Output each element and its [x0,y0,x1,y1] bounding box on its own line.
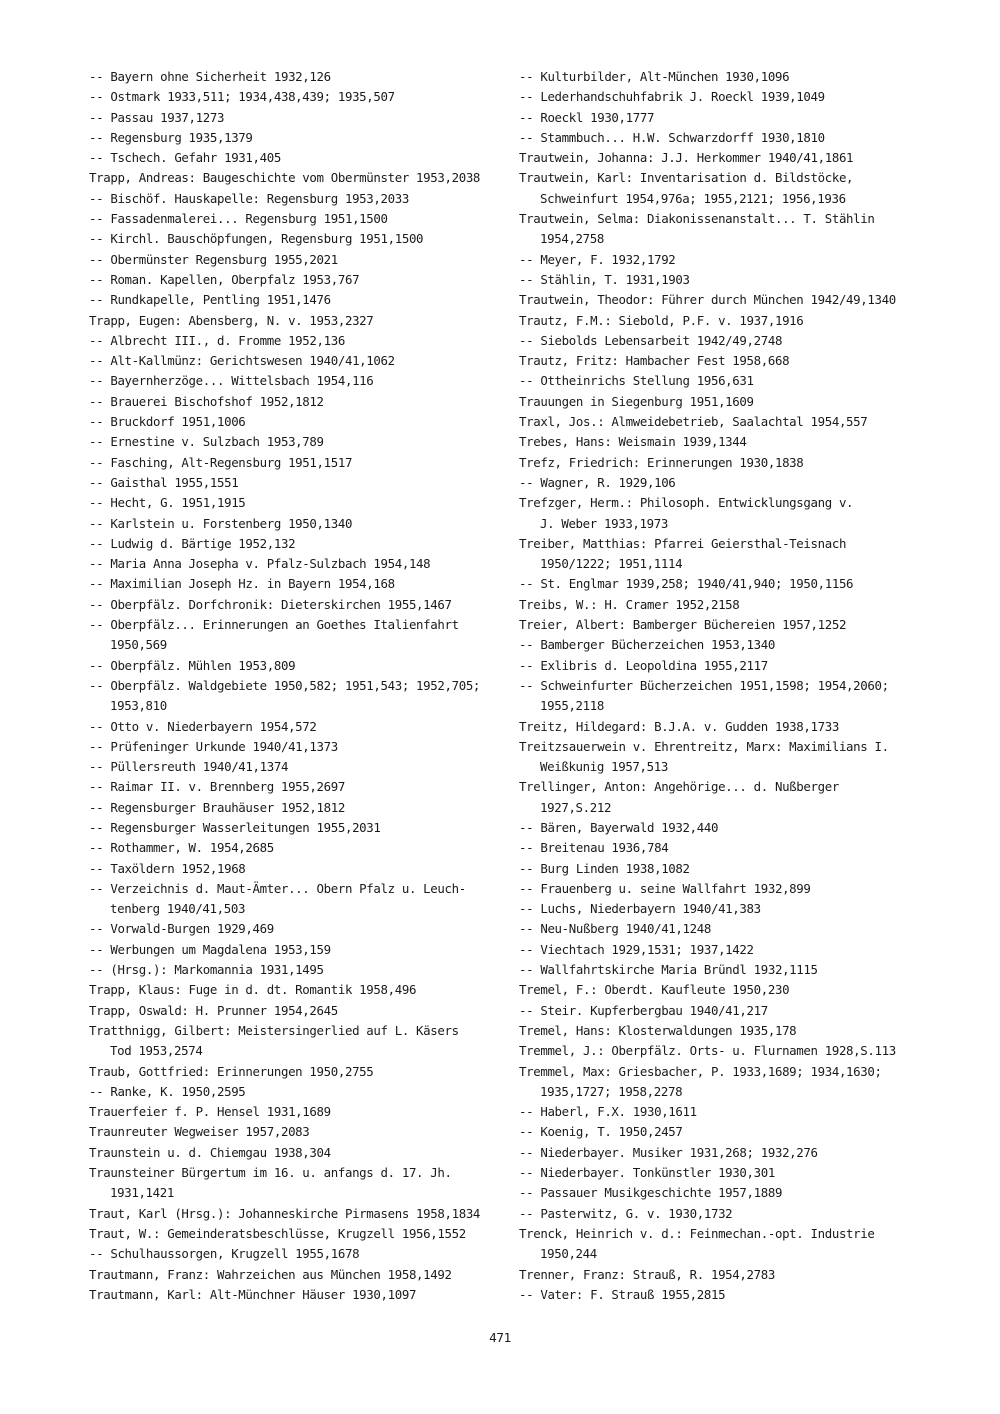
index-entry [519,128,929,148]
index-entry [89,514,499,534]
index-entry [519,290,929,310]
index-entry [89,412,499,432]
index-entry-text: Trenck, Heinrich v. d.: Feinmechan.-opt. Industrie [519,1225,875,1241]
index-entry [89,250,499,270]
index-entry-text: -- Taxöldern 1952,1968 [89,860,246,876]
index-entry [89,777,499,797]
index-entry [519,209,929,250]
index-entry-text: Trautmann, Franz: Wahrzeichen aus München 1958,1492 [89,1266,452,1282]
index-entry [519,493,929,534]
index-entry-text: -- Vorwald-Burgen 1929,469 [89,921,274,937]
index-entry-text: -- Verzeichnis d. Maut-Ämter... Obern Pfalz u. Leuch- [89,880,466,896]
index-entry [519,1102,929,1122]
index-entry [89,859,499,879]
index-entry-text: -- Lederhandschuhfabrik J. Roeckl 1939,1049 [519,89,825,105]
index-entry-text: Tratthnigg, Gilbert: Meistersingerlied auf L. Käsers [89,1022,459,1038]
index-entry [519,392,929,412]
index-entry-text: -- St. Englmar 1939,258; 1940/41,940; 1950,1156 [519,576,854,592]
index-entry-text: Trautwein, Johanna: J.J. Herkommer 1940/41,1861 [519,150,854,166]
index-entry [89,798,499,818]
index-entry [519,1183,929,1203]
page-number: 471 [489,1330,511,1345]
index-entry [519,87,929,107]
index-entry [89,676,499,717]
index-entry-text: -- Prüfeninger Urkunde 1940/41,1373 [89,738,338,754]
index-entry [89,1163,499,1204]
index-entry-continuation: 1950/1222; 1951,1114 [540,556,683,572]
index-entry-text: -- Regensburger Wasserleitungen 1955,2031 [89,819,381,835]
index-entry [519,67,929,87]
index-entry-text: Trapp, Eugen: Abensberg, N. v. 1953,2327 [89,312,374,328]
index-entry [89,1082,499,1102]
index-entry [519,899,929,919]
index-entry-text: -- Viechtach 1929,1531; 1937,1422 [519,941,754,957]
index-entry [89,128,499,148]
index-entry-text: -- Maximilian Joseph Hz. in Bayern 1954,168 [89,576,395,592]
index-entry [89,595,499,615]
index-entry-text: Traunreuter Wegweiser 1957,2083 [89,1124,310,1140]
index-entry-text: -- Raimar II. v. Brennberg 1955,2697 [89,779,345,795]
index-entry-text: -- Luchs, Niederbayern 1940/41,383 [519,901,761,917]
index-entry [89,290,499,310]
index-entry-text: -- Bruckdorf 1951,1006 [89,414,246,430]
index-entry [89,168,499,188]
index-entry [89,1204,499,1224]
index-entry-text: -- Ostmark 1933,511; 1934,438,439; 1935,507 [89,89,395,105]
index-entry-text: Traut, Karl (Hrsg.): Johanneskirche Pirmasens 1958,1834 [89,1205,481,1221]
index-entry [89,757,499,777]
index-entry-text: Trebes, Hans: Weismain 1939,1344 [519,434,747,450]
index-entry-text: Tremel, Hans: Klosterwaldungen 1935,178 [519,1022,797,1038]
index-entry-continuation: J. Weber 1933,1973 [540,515,668,531]
index-entry [519,108,929,128]
index-entry [519,250,929,270]
index-entry-text: -- Ernestine v. Sulzbach 1953,789 [89,434,324,450]
index-entry [519,656,929,676]
index-entry-text: -- Breitenau 1936,784 [519,840,669,856]
index-entry-text: Treitzsauerwein v. Ehrentreitz, Marx: Maximilians I. [519,738,889,754]
index-entry [89,209,499,229]
index-entry-text: Trautwein, Selma: Diakonissenanstalt... T. Stählin [519,211,875,227]
index-entry-text: -- Schweinfurter Bücherzeichen 1951,1598; 1954,2060; [519,677,889,693]
index-entry-continuation: 1953,810 [110,698,167,714]
index-entry [89,493,499,513]
index-entry [89,1285,499,1305]
index-entry [89,960,499,980]
index-entry [519,412,929,432]
index-entry [89,554,499,574]
index-entry-text: -- Rothammer, W. 1954,2685 [89,840,274,856]
index-entry-text: -- Fassadenmalerei... Regensburg 1951,1500 [89,211,388,227]
index-entry-continuation: 1927,S.212 [540,799,612,815]
index-entry [519,676,929,717]
index-entry [89,108,499,128]
index-entry-text: -- Kulturbilder, Alt-München 1930,1096 [519,69,790,84]
index-entry [89,1244,499,1264]
index-entry-continuation: 1955,2118 [540,698,604,714]
index-entry-text: -- Albrecht III., d. Fromme 1952,136 [89,332,345,348]
index-entry [89,1265,499,1285]
index-entry-text: -- Meyer, F. 1932,1792 [519,251,676,267]
index-entry [89,473,499,493]
index-entry-text: -- Regensburger Brauhäuser 1952,1812 [89,799,345,815]
index-entry-text: -- Kirchl. Bauschöpfungen, Regensburg 1951,1500 [89,231,424,247]
index-entry [89,67,499,87]
index-entry-continuation: 1954,2758 [540,231,604,247]
index-entry [89,351,499,371]
index-entry-text: -- Schulhaussorgen, Krugzell 1955,1678 [89,1246,360,1262]
index-entry-text: Trautz, F.M.: Siebold, P.F. v. 1937,1916 [519,312,804,328]
index-entry-text: -- Hecht, G. 1951,1915 [89,495,246,511]
index-entry-text: -- Rundkapelle, Pentling 1951,1476 [89,292,331,308]
index-entry [519,615,929,635]
index-entry-text: Trautmann, Karl: Alt-Münchner Häuser 1930,1097 [89,1286,417,1302]
index-entry [519,432,929,452]
index-entry [89,737,499,757]
index-entry-text: -- Oberpfälz. Dorfchronik: Dieterskirchen 1955,1467 [89,596,452,612]
index-entry-text: Trautwein, Karl: Inventarisation d. Bildstöcke, [519,170,854,186]
index-entry-text: -- Gaisthal 1955,1551 [89,474,239,490]
index-entry [519,717,929,737]
index-entry [519,331,929,351]
index-entry [519,473,929,493]
index-entry [89,838,499,858]
index-entry [519,595,929,615]
index-entry-text: -- Burg Linden 1938,1082 [519,860,690,876]
index-entry-continuation: Schweinfurt 1954,976a; 1955,2121; 1956,1936 [540,190,846,206]
index-entry [89,574,499,594]
index-entry [89,1224,499,1244]
index-entry [89,453,499,473]
index-entry-text: -- Regensburg 1935,1379 [89,129,253,145]
index-entry-text: -- Haberl, F.X. 1930,1611 [519,1104,697,1120]
index-entry [519,1041,929,1061]
index-entry-text: -- Niederbayer. Musiker 1931,268; 1932,276 [519,1144,818,1160]
index-entry-continuation: Tod 1953,2574 [110,1043,203,1059]
index-entry [89,1102,499,1122]
index-entry [519,1001,929,1021]
index-entry-text: -- Bamberger Bücherzeichen 1953,1340 [519,637,775,653]
index-entry-text: -- Maria Anna Josepha v. Pfalz-Sulzbach 1954,148 [89,556,431,572]
index-entry-text: Treitz, Hildegard: B.J.A. v. Gudden 1938,1733 [519,718,839,734]
index-entry-text: -- Bayernherzöge... Wittelsbach 1954,116 [89,373,374,389]
index-entry-text: -- Püllersreuth 1940/41,1374 [89,759,289,775]
index-entry-text: -- Oberpfälz... Erinnerungen an Goethes Italienfahrt [89,617,459,633]
index-entry [89,1143,499,1163]
index-entry [89,919,499,939]
index-entry [89,148,499,168]
index-entry-text: Treier, Albert: Bamberger Büchereien 1957,1252 [519,617,847,633]
index-entry-text: Tremel, F.: Oberdt. Kaufleute 1950,230 [519,982,790,998]
index-entry [89,189,499,209]
index-entry [519,371,929,391]
index-entry-continuation: Weißkunig 1957,513 [540,759,668,775]
index-entry-text: -- Bischöf. Hauskapelle: Regensburg 1953,2033 [89,190,409,206]
index-entry-text: -- Stammbuch... H.W. Schwarzdorff 1930,1810 [519,129,825,145]
index-entry-text: -- Exlibris d. Leopoldina 1955,2117 [519,657,768,673]
index-entry-text: -- Neu-Nußberg 1940/41,1248 [519,921,711,937]
index-entry [519,1204,929,1224]
index-entry [519,940,929,960]
index-entry-text: -- Ranke, K. 1950,2595 [89,1083,246,1099]
index-entry [519,777,929,818]
index-entry [89,1062,499,1082]
index-entry-text: -- Steir. Kupferbergbau 1940/41,217 [519,1002,768,1018]
index-entry-continuation: 1950,244 [540,1246,597,1262]
index-entry [519,838,929,858]
index-entry-text: -- Vater: F. Strauß 1955,2815 [519,1286,726,1302]
index-entry-text: Traut, W.: Gemeinderatsbeschlüsse, Krugzell 1956,1552 [89,1225,466,1241]
index-entry [519,168,929,209]
index-entry [89,331,499,351]
index-entry-text: -- Otto v. Niederbayern 1954,572 [89,718,317,734]
index-entry [89,656,499,676]
index-entry [519,270,929,290]
index-entry-text: Tremmel, J.: Oberpfälz. Orts- u. Flurnamen 1928,S.113 [519,1043,896,1059]
index-entry-text: Treiber, Matthias: Pfarrei Geiersthal-Teisnach [519,535,847,551]
index-entry [519,1062,929,1103]
index-entry [519,351,929,371]
index-entry-text: -- Werbungen um Magdalena 1953,159 [89,941,331,957]
index-entry-text: -- Alt-Kallmünz: Gerichtswesen 1940/41,1062 [89,353,395,369]
index-entry [89,615,499,656]
index-entry-text: Trauungen in Siegenburg 1951,1609 [519,393,754,409]
index-entry-text: Trapp, Klaus: Fuge in d. dt. Romantik 1958,496 [89,982,417,998]
index-entry-text: Trautz, Fritz: Hambacher Fest 1958,668 [519,353,790,369]
index-entry-text: -- Tschech. Gefahr 1931,405 [89,150,281,166]
index-entry [89,717,499,737]
index-entry [519,879,929,899]
index-entry-text: -- Stählin, T. 1931,1903 [519,271,690,287]
index-entry [519,818,929,838]
index-entry [89,432,499,452]
index-entry-text: -- Pasterwitz, G. v. 1930,1732 [519,1205,733,1221]
index-entry-text: -- Karlstein u. Forstenberg 1950,1340 [89,515,353,531]
index-entry [519,635,929,655]
index-entry [89,1001,499,1021]
index-entry-text: -- Niederbayer. Tonkünstler 1930,301 [519,1165,775,1181]
index-entry-text: -- Passau 1937,1273 [89,109,225,125]
index-entry [89,371,499,391]
index-entry-text: -- Frauenberg u. seine Wallfahrt 1932,899 [519,880,811,896]
index-entry-text: Trefzger, Herm.: Philosoph. Entwicklungsgang v. [519,495,854,511]
index-entry-text: Tremmel, Max: Griesbacher, P. 1933,1689; 1934,1630; [519,1063,882,1079]
index-entry-continuation: 1935,1727; 1958,2278 [540,1083,683,1099]
index-entry-text: -- Wagner, R. 1929,106 [519,474,676,490]
index-entry-text: Treibs, W.: H. Cramer 1952,2158 [519,596,740,612]
index-entry-text: -- Roman. Kapellen, Oberpfalz 1953,767 [89,271,360,287]
index-entry [519,1265,929,1285]
index-entry [519,1224,929,1265]
index-entry [89,980,499,1000]
index-entry-text: -- Ottheinrichs Stellung 1956,631 [519,373,754,389]
index-entry [519,1163,929,1183]
index-entry [519,1122,929,1142]
index-entry-text: -- Roeckl 1930,1777 [519,109,655,125]
index-entry-continuation: tenberg 1940/41,503 [110,901,246,917]
index-entry [519,148,929,168]
index-entry-text: -- Bayern ohne Sicherheit 1932,126 [89,69,331,84]
index-column-left [89,67,499,1305]
index-entry [519,534,929,575]
index-entry-continuation: 1931,1421 [110,1185,174,1201]
index-entry-text: -- Fasching, Alt-Regensburg 1951,1517 [89,454,353,470]
index-entry [519,960,929,980]
index-entry [519,1143,929,1163]
index-entry [89,534,499,554]
index-entry-text: -- Obermünster Regensburg 1955,2021 [89,251,338,267]
index-entry [519,859,929,879]
index-entry [519,311,929,331]
index-entry-continuation: 1950,569 [110,637,167,653]
index-entry [519,453,929,473]
index-entry-text: Trautwein, Theodor: Führer durch München 1942/49,1340 [519,292,896,308]
index-entry-text: -- Brauerei Bischofshof 1952,1812 [89,393,324,409]
index-entry-text: Traunsteiner Bürgertum im 16. u. anfangs d. 17. Jh. [89,1165,452,1181]
index-entry-text: -- Wallfahrtskirche Maria Bründl 1932,1115 [519,962,818,978]
index-entry [89,270,499,290]
index-entry [89,1122,499,1142]
index-entry [519,919,929,939]
index-entry [89,229,499,249]
index-entry-text: Traxl, Jos.: Almweidebetrieb, Saalachtal 1954,557 [519,414,868,430]
index-entry-text: Trenner, Franz: Strauß, R. 1954,2783 [519,1266,775,1282]
index-entry-text: -- Ludwig d. Bärtige 1952,132 [89,535,296,551]
index-entry [519,1285,929,1305]
index-entry-text: -- (Hrsg.): Markomannia 1931,1495 [89,962,324,978]
index-entry [89,879,499,920]
index-entry-text: -- Bären, Bayerwald 1932,440 [519,819,719,835]
index-entry [519,574,929,594]
index-entry [89,311,499,331]
index-entry [519,1021,929,1041]
index-column-right [519,67,929,1305]
index-entry [89,392,499,412]
index-entry [89,940,499,960]
index-entry [519,980,929,1000]
index-entry-text: -- Siebolds Lebensarbeit 1942/49,2748 [519,332,783,348]
index-entry-text: -- Oberpfälz. Mühlen 1953,809 [89,657,296,673]
index-entry [89,818,499,838]
index-entry-text: Traunstein u. d. Chiemgau 1938,304 [89,1144,331,1160]
index-entry-text: Trapp, Andreas: Baugeschichte vom Obermünster 1953,2038 [89,170,481,186]
index-entry-text: Trefz, Friedrich: Erinnerungen 1930,1838 [519,454,804,470]
index-entry-text: -- Passauer Musikgeschichte 1957,1889 [519,1185,783,1201]
index-entry-text: Traub, Gottfried: Erinnerungen 1950,2755 [89,1063,374,1079]
index-entry [89,1021,499,1062]
index-entry [519,737,929,778]
index-entry-text: -- Oberpfälz. Waldgebiete 1950,582; 1951,543; 1952,705; [89,677,481,693]
index-entry-text: -- Koenig, T. 1950,2457 [519,1124,683,1140]
index-entry-text: Trauerfeier f. P. Hensel 1931,1689 [89,1104,331,1120]
index-entry [89,87,499,107]
index-entry-text: Trapp, Oswald: H. Prunner 1954,2645 [89,1002,338,1018]
index-entry-text: Trellinger, Anton: Angehörige... d. Nußberger [519,779,839,795]
